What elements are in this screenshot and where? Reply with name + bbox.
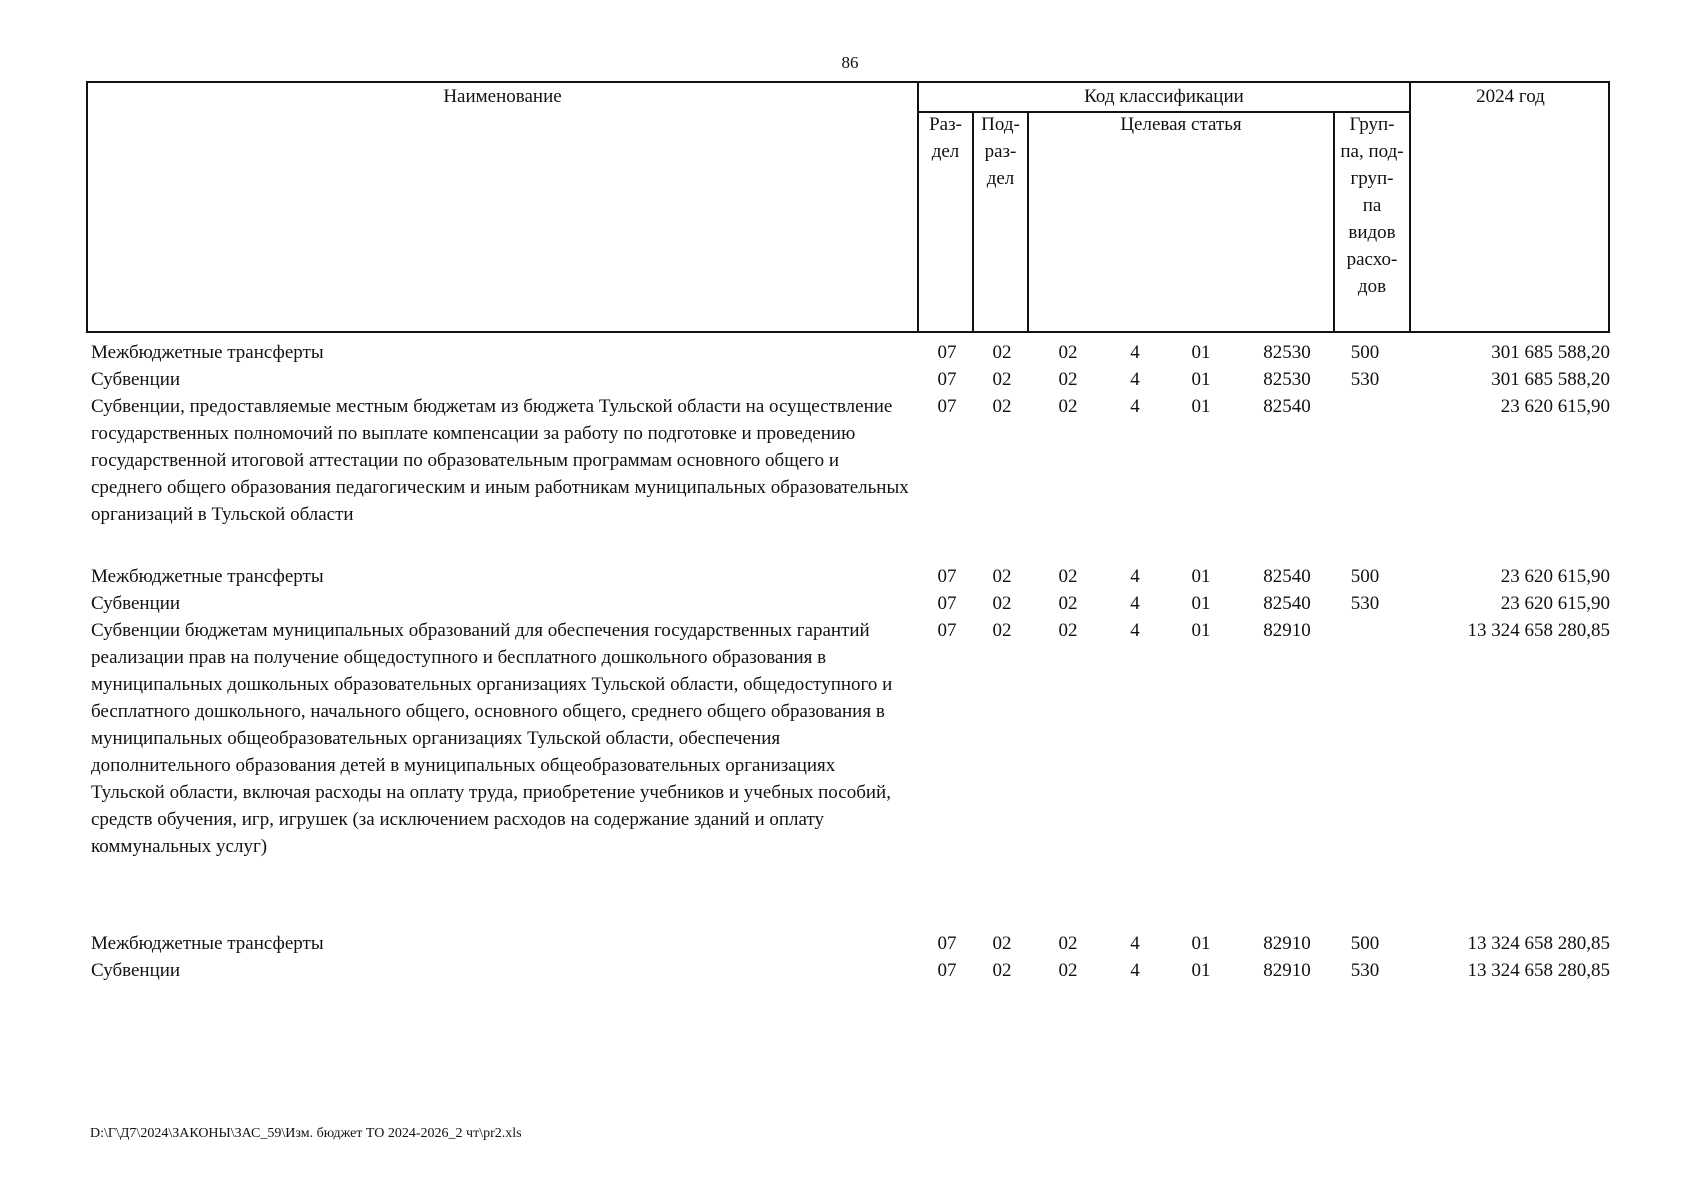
divider bbox=[1027, 111, 1029, 331]
row-vr: 500 bbox=[1350, 933, 1380, 954]
row-vr: 530 bbox=[1350, 960, 1380, 981]
row-amount: 23 620 615,90 bbox=[1500, 566, 1610, 587]
row-cs-direction: 82910 bbox=[1263, 960, 1311, 981]
page-number: 86 bbox=[841, 53, 859, 72]
row-amount: 23 620 615,90 bbox=[1500, 396, 1610, 417]
row-amount: 13 324 658 280,85 bbox=[1467, 620, 1610, 641]
row-cs-direction: 82530 bbox=[1263, 342, 1311, 363]
row-cs-program: 02 bbox=[1058, 566, 1078, 587]
row-name: Межбюджетные трансферты bbox=[91, 933, 324, 954]
row-rz: 07 bbox=[937, 396, 957, 417]
row-pr: 02 bbox=[992, 933, 1012, 954]
row-rz: 07 bbox=[937, 342, 957, 363]
row-amount: 301 685 588,20 bbox=[1491, 369, 1610, 390]
row-rz: 07 bbox=[937, 369, 957, 390]
row-cs-type: 4 bbox=[1130, 369, 1140, 390]
row-vr: 530 bbox=[1350, 593, 1380, 614]
row-name: Субвенции, предоставляемые местным бюджетам из бюджета Тульской области на осуществление государственных полномочий по выплате компенсации за работу по подготовке и проведению государственной итоговой аттестации по образовательным программам основного общего и среднего общего образования педагогическим и иным работникам муниципальных образовательных организаций в Тульской области bbox=[91, 396, 909, 525]
row-rz: 07 bbox=[937, 593, 957, 614]
row-cs-type: 4 bbox=[1130, 933, 1140, 954]
row-name: Субвенции бюджетам муниципальных образований для обеспечения государственных гарантий реализации прав на получение общедоступного и бесплатного дошкольного образования в муниципальных дошкольных образовательных организациях Тульской области, общедоступного и бесплатного дошкольного, начального общего, основного общего, среднего общего образования в муниципальных общеобразовательных организациях Тульской области, обеспечения дополнительного образования детей в муниципальных общеобразовательных организациях Тульской области, включая расходы на оплату труда, приобретение учебников и учебных пособий, средств обучения, игр, игрушек (за исключением расходов на содержание зданий и оплату коммунальных услуг) bbox=[91, 620, 893, 857]
row-cs-direction: 82530 bbox=[1263, 369, 1311, 390]
row-pr: 02 bbox=[992, 960, 1012, 981]
row-rz: 07 bbox=[937, 960, 957, 981]
row-cs-type: 4 bbox=[1130, 566, 1140, 587]
table-header bbox=[86, 81, 1610, 333]
row-pr: 02 bbox=[992, 593, 1012, 614]
row-cs-program: 02 bbox=[1058, 369, 1078, 390]
header-code: Код классификации bbox=[1084, 86, 1244, 107]
row-cs-type: 4 bbox=[1130, 960, 1140, 981]
row-cs-direction: 82910 bbox=[1263, 933, 1311, 954]
row-rz: 07 bbox=[937, 933, 957, 954]
header-celevaya-statya: Целевая статья bbox=[1120, 114, 1242, 135]
row-cs-program: 02 bbox=[1058, 620, 1078, 641]
divider bbox=[1409, 83, 1411, 331]
row-pr: 02 bbox=[992, 396, 1012, 417]
row-cs-subprogram: 01 bbox=[1191, 342, 1211, 363]
row-name: Субвенции bbox=[91, 593, 181, 614]
row-cs-type: 4 bbox=[1130, 342, 1140, 363]
row-pr: 02 bbox=[992, 620, 1012, 641]
row-cs-direction: 82540 bbox=[1263, 593, 1311, 614]
row-name: Межбюджетные трансферты bbox=[91, 342, 324, 363]
row-cs-type: 4 bbox=[1130, 396, 1140, 417]
row-amount: 301 685 588,20 bbox=[1491, 342, 1610, 363]
header-name: Наименование bbox=[443, 86, 562, 107]
row-cs-program: 02 bbox=[1058, 593, 1078, 614]
row-pr: 02 bbox=[992, 566, 1012, 587]
row-name: Субвенции bbox=[91, 369, 181, 390]
row-cs-direction: 82910 bbox=[1263, 620, 1311, 641]
row-cs-subprogram: 01 bbox=[1191, 396, 1211, 417]
row-cs-subprogram: 01 bbox=[1191, 369, 1211, 390]
row-cs-program: 02 bbox=[1058, 960, 1078, 981]
row-cs-direction: 82540 bbox=[1263, 396, 1311, 417]
row-rz: 07 bbox=[937, 566, 957, 587]
row-cs-program: 02 bbox=[1058, 933, 1078, 954]
row-cs-subprogram: 01 bbox=[1191, 593, 1211, 614]
header-razdel: Раз- дел bbox=[929, 114, 962, 162]
header-gruppa-vidov-raskhodov: Груп- па, под- груп- па видов расхо- дов bbox=[1340, 114, 1404, 297]
row-cs-subprogram: 01 bbox=[1191, 933, 1211, 954]
row-name: Субвенции bbox=[91, 960, 181, 981]
row-vr: 500 bbox=[1350, 566, 1380, 587]
header-year: 2024 год bbox=[1476, 86, 1545, 107]
row-cs-type: 4 bbox=[1130, 620, 1140, 641]
header-podrazdel: Под- раз- дел bbox=[981, 114, 1020, 189]
row-amount: 23 620 615,90 bbox=[1500, 593, 1610, 614]
row-cs-direction: 82540 bbox=[1263, 566, 1311, 587]
row-cs-program: 02 bbox=[1058, 396, 1078, 417]
file-path-footer: D:\Г\Д7\2024\ЗАКОНЫ\ЗАС_59\Изм. бюджет ТО 2024-2026_2 чт\pr2.xls bbox=[90, 1126, 522, 1141]
row-cs-subprogram: 01 bbox=[1191, 566, 1211, 587]
row-amount: 13 324 658 280,85 bbox=[1467, 960, 1610, 981]
row-cs-subprogram: 01 bbox=[1191, 960, 1211, 981]
row-cs-program: 02 bbox=[1058, 342, 1078, 363]
row-amount: 13 324 658 280,85 bbox=[1467, 933, 1610, 954]
row-pr: 02 bbox=[992, 342, 1012, 363]
row-name: Межбюджетные трансферты bbox=[91, 566, 324, 587]
row-vr: 500 bbox=[1350, 342, 1380, 363]
row-pr: 02 bbox=[992, 369, 1012, 390]
row-vr: 530 bbox=[1350, 369, 1380, 390]
row-rz: 07 bbox=[937, 620, 957, 641]
row-cs-subprogram: 01 bbox=[1191, 620, 1211, 641]
row-cs-type: 4 bbox=[1130, 593, 1140, 614]
